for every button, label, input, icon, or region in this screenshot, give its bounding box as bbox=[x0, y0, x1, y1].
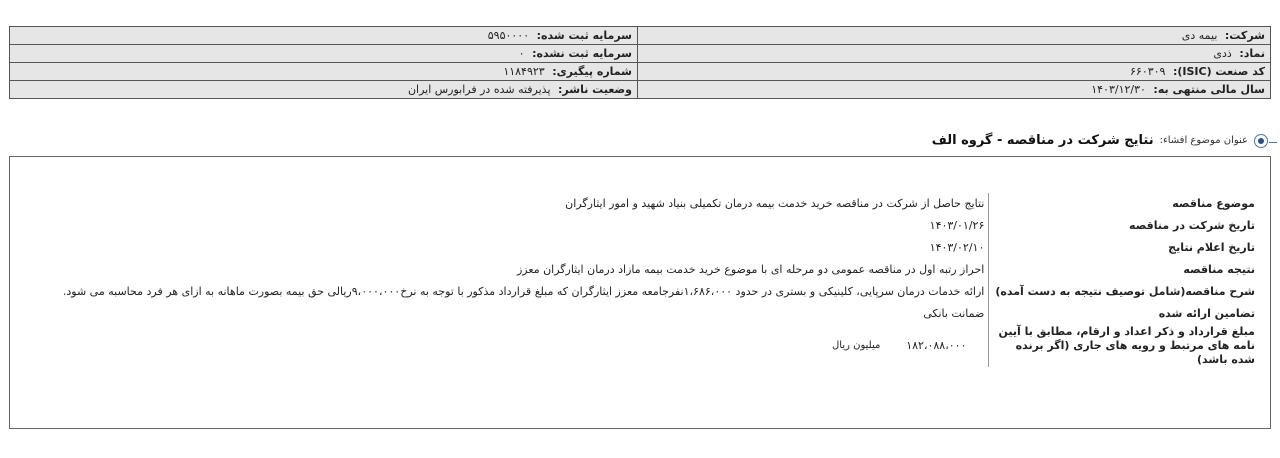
contract-amount-cell bbox=[59, 325, 989, 367]
tender-details-box bbox=[9, 156, 1271, 429]
registered-capital-label: سرمایه ثبت شده: bbox=[536, 29, 632, 42]
contract-amount-value: ۱۸۲،۰۸۸،۰۰۰ bbox=[906, 339, 967, 352]
contract-amount-row bbox=[59, 325, 1255, 367]
detail-row bbox=[59, 281, 1255, 303]
detail-label: تضامین ارائه شده bbox=[989, 303, 1255, 325]
detail-label: موضوع مناقصه bbox=[989, 193, 1255, 215]
symbol-label: نماد: bbox=[1239, 47, 1265, 60]
publisher-status-label: وضعیت ناشر: bbox=[558, 83, 632, 96]
unregistered-capital-label: سرمایه ثبت نشده: bbox=[532, 47, 632, 60]
isic-value: ۶۶۰۳۰۹ bbox=[1130, 65, 1166, 78]
info-row bbox=[10, 81, 1271, 99]
detail-row bbox=[59, 237, 1255, 259]
isic-label: کد صنعت (ISIC): bbox=[1172, 65, 1265, 78]
detail-label: نتیجه مناقصه bbox=[989, 259, 1255, 281]
bullet-target-icon bbox=[1254, 134, 1268, 148]
detail-row bbox=[59, 193, 1255, 215]
tracking-number-value: ۱۱۸۴۹۲۳ bbox=[503, 65, 545, 78]
fiscal-year-label: سال مالی منتهی به: bbox=[1153, 83, 1265, 96]
fiscal-year-value: ۱۴۰۳/۱۲/۳۰ bbox=[1091, 83, 1146, 96]
publisher-status-value: پذیرفته شده در فرابورس ایران bbox=[407, 83, 551, 96]
detail-value: نتایج حاصل از شرکت در مناقصه خرید خدمت بیمه درمان تکمیلی بنیاد شهید و امور ایثارگران bbox=[565, 197, 985, 210]
detail-row bbox=[59, 303, 1255, 325]
tracking-number-cell bbox=[10, 63, 638, 81]
detail-value: ارائه خدمات درمان سرپایی، کلینیکی و بستری در حدود ۱،۶۸۶،۰۰۰نفرجامعه معزز ایثارگران که مبلغ قرارداد مذکور با توجه به نرخ۹،۰۰۰،۰۰۰ریالی حق بیمه بصورت ماهانه به ازای هر فرد محاسبه می شود. bbox=[62, 285, 985, 298]
detail-label: تاریخ شرکت در مناقصه bbox=[989, 215, 1255, 237]
registered-capital-value: ۵۹۵۰۰۰۰ bbox=[487, 29, 530, 42]
detail-value: ۱۴۰۳/۰۲/۱۰ bbox=[929, 241, 985, 254]
info-row bbox=[10, 63, 1271, 81]
contract-amount-unit: میلیون ریال bbox=[832, 340, 881, 351]
unregistered-capital-value: ۰ bbox=[518, 47, 525, 60]
detail-value: ۱۴۰۳/۰۱/۲۶ bbox=[929, 219, 985, 232]
publisher-status-cell bbox=[10, 81, 638, 99]
detail-value: ضمانت بانکی bbox=[923, 307, 985, 320]
info-row bbox=[10, 27, 1271, 45]
detail-label: شرح مناقصه(شامل توصیف نتیجه به دست آمده) bbox=[989, 281, 1255, 303]
detail-row bbox=[59, 215, 1255, 237]
info-row bbox=[10, 45, 1271, 63]
detail-value: احراز رتبه اول در مناقصه عمومی دو مرحله ای با موضوع خرید خدمت بیمه مازاد درمان ایثارگران معزز bbox=[517, 263, 985, 276]
company-cell bbox=[638, 27, 1271, 45]
detail-row bbox=[59, 259, 1255, 281]
contract-amount-label: مبلغ قرارداد و ذکر اعداد و ارقام، مطابق با آیین نامه های مرتبط و رویه های جاری (اگر برنده شده باشد) bbox=[989, 325, 1255, 367]
tracking-number-label: شماره پیگیری: bbox=[552, 65, 632, 78]
tender-details-table bbox=[59, 193, 1255, 367]
isic-cell bbox=[638, 63, 1271, 81]
symbol-value: ذدی bbox=[1213, 47, 1232, 60]
company-value: بیمه دی bbox=[1181, 29, 1218, 42]
unregistered-capital-cell bbox=[10, 45, 638, 63]
disclosure-subject-value: نتایج شرکت در مناقصه - گروه الف bbox=[931, 133, 1154, 148]
company-label: شرکت: bbox=[1224, 29, 1265, 42]
company-info-table bbox=[9, 26, 1271, 99]
disclosure-subject-label: عنوان موضوع افشاء: bbox=[1159, 135, 1248, 146]
disclosure-subject bbox=[932, 133, 1268, 148]
symbol-cell bbox=[638, 45, 1271, 63]
registered-capital-cell bbox=[10, 27, 638, 45]
detail-label: تاریخ اعلام نتایج bbox=[989, 237, 1255, 259]
fiscal-year-cell bbox=[638, 81, 1271, 99]
